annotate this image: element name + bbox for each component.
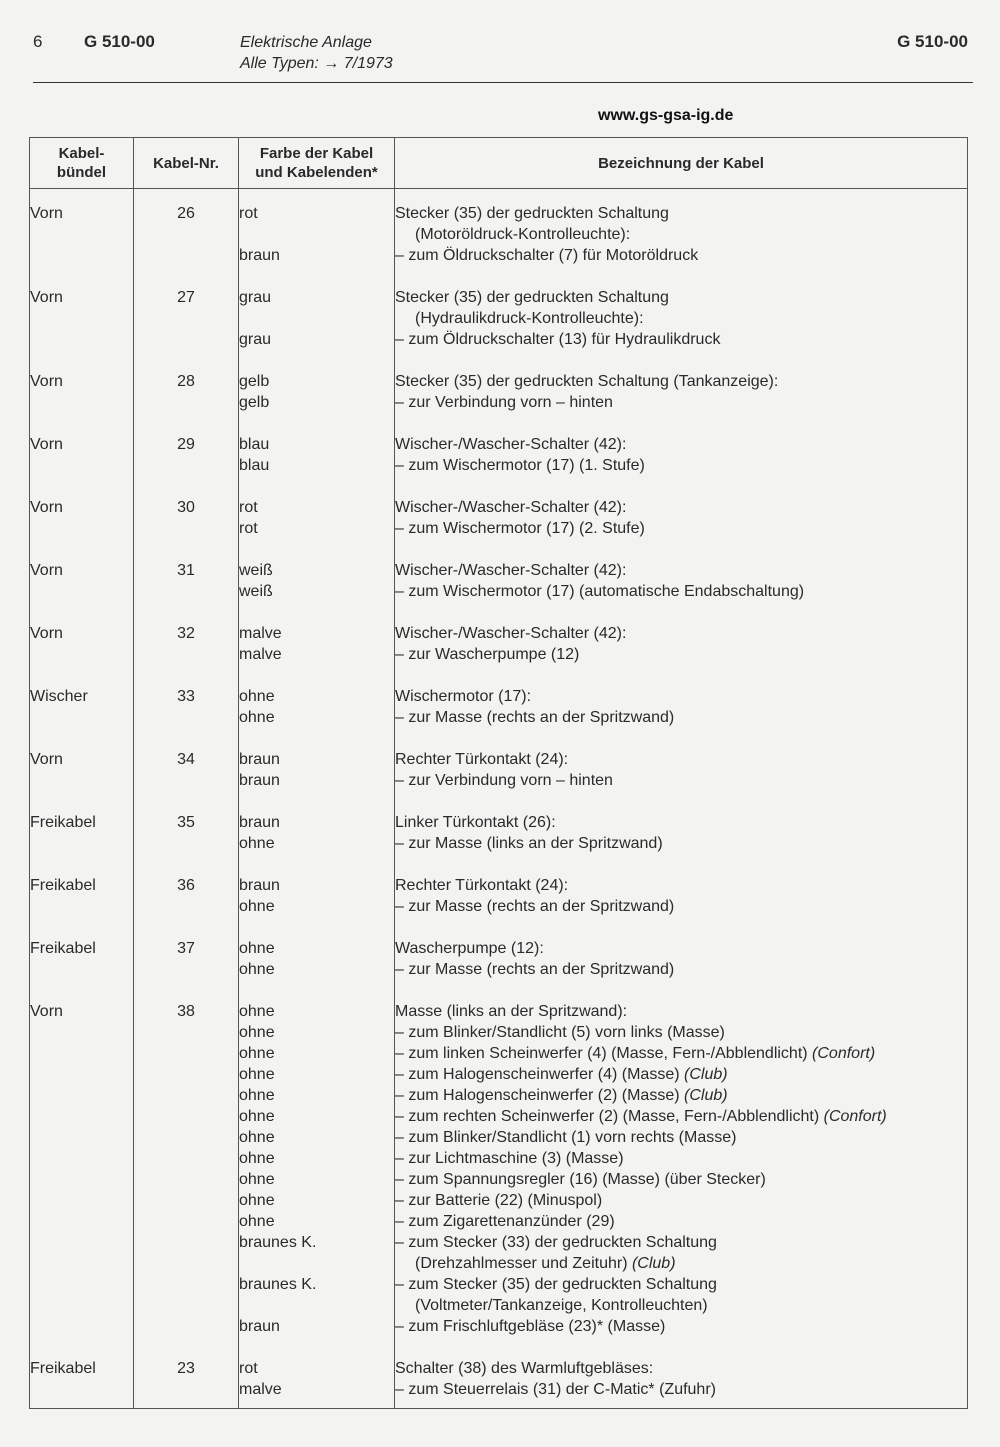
section-line-2: Alle Typen: → 7/1973 (240, 55, 393, 72)
description-line: – zur Masse (links an der Spritzwand) (395, 835, 663, 852)
description-line: Wischermotor (17): (395, 688, 532, 705)
cable-number: 35 (177, 814, 195, 831)
table-row (30, 938, 968, 1001)
cable-table (29, 137, 968, 1409)
description-line: – zum Spannungsregler (16) (Masse) (über Stecker) (395, 1171, 766, 1188)
cell-kabelbuendel (30, 623, 134, 686)
cell-farbe (239, 623, 395, 686)
cell-kabel-nr (134, 497, 239, 560)
cell-bezeichnung (395, 812, 968, 875)
cell-kabel-nr (134, 875, 239, 938)
cable-number: 23 (177, 1360, 195, 1377)
cell-bezeichnung (395, 623, 968, 686)
description-line: (Hydraulikdruck-Kontrolleuchte): (415, 310, 644, 327)
cell-kabelbuendel (30, 749, 134, 812)
description-line: Stecker (35) der gedruckten Schaltung (395, 205, 669, 222)
cell-kabelbuendel (30, 560, 134, 623)
bundle-text: Wischer (30, 688, 88, 705)
color-value: ohne (239, 709, 275, 726)
cell-bezeichnung (395, 938, 968, 1001)
description-line: – zum Stecker (35) der gedruckten Schaltung (395, 1276, 717, 1293)
description-line: – zur Masse (rechts an der Spritzwand) (395, 961, 675, 978)
table-row (30, 812, 968, 875)
cell-kabel-nr (134, 560, 239, 623)
description-line: – zum Zigarettenanzünder (29) (395, 1213, 615, 1230)
table-row (30, 686, 968, 749)
color-value: rot (239, 520, 258, 537)
table-header-row (30, 138, 968, 189)
description-line: – zum Halogenscheinwerfer (4) (Masse) (Club) (395, 1066, 728, 1083)
bundle-text: Vorn (30, 562, 63, 579)
cell-kabelbuendel (30, 287, 134, 371)
description-line: Wascherpumpe (12): (395, 940, 544, 957)
cell-kabelbuendel (30, 875, 134, 938)
bundle-text: Vorn (30, 373, 63, 390)
color-value: blau (239, 436, 270, 453)
description-line: Wischer-/Wascher-Schalter (42): (395, 436, 627, 453)
bundle-text: Vorn (30, 625, 63, 642)
color-value: ohne (239, 1087, 275, 1104)
color-value: ohne (239, 1213, 275, 1230)
description-line: – zur Masse (rechts an der Spritzwand) (395, 898, 675, 915)
color-value: braunes K. (239, 1276, 317, 1293)
cell-bezeichnung (395, 497, 968, 560)
cell-bezeichnung (395, 875, 968, 938)
description-line: – zum Frischluftgebläse (23)* (Masse) (395, 1318, 666, 1335)
cell-kabel-nr (134, 938, 239, 1001)
cable-number: 30 (177, 499, 195, 516)
description-line: – zum Steuerrelais (31) der C-Matic* (Zufuhr) (395, 1381, 716, 1398)
header-kabel-nr: Kabel-Nr. (134, 138, 239, 189)
cell-farbe (239, 749, 395, 812)
cell-kabel-nr (134, 1001, 239, 1358)
header-kabelbuendel: Kabel- bündel (30, 138, 134, 189)
description-line: Masse (links an der Spritzwand): (395, 1003, 628, 1020)
cell-farbe (239, 189, 395, 288)
cell-bezeichnung (395, 434, 968, 497)
table-row (30, 623, 968, 686)
cell-kabel-nr (134, 623, 239, 686)
color-value: weiß (239, 562, 273, 579)
description-line: – zum Wischermotor (17) (automatische Endabschaltung) (395, 583, 805, 600)
color-value: braun (239, 814, 280, 831)
color-value: braun (239, 247, 280, 264)
description-line: (Drehzahlmesser und Zeituhr) (Club) (415, 1255, 676, 1272)
model-variant-label: (Confort) (812, 1045, 876, 1062)
color-value: rot (239, 499, 258, 516)
document-code: G 510-00 (84, 32, 155, 51)
color-value: ohne (239, 1150, 275, 1167)
bundle-text: Vorn (30, 205, 63, 222)
bundle-text: Freikabel (30, 814, 96, 831)
cell-kabel-nr (134, 371, 239, 434)
cell-kabelbuendel (30, 371, 134, 434)
description-line: Rechter Türkontakt (24): (395, 877, 569, 894)
color-value: gelb (239, 373, 270, 390)
table-row (30, 434, 968, 497)
color-value (239, 224, 394, 245)
color-value: malve (239, 625, 282, 642)
color-value (239, 1253, 394, 1274)
color-value: grau (239, 331, 272, 348)
cell-farbe (239, 560, 395, 623)
bundle-text: Vorn (30, 436, 63, 453)
website-url: www.gs-gsa-ig.de (598, 107, 734, 124)
description-line: Stecker (35) der gedruckten Schaltung (Tankanzeige): (395, 373, 779, 390)
description-line: Linker Türkontakt (26): (395, 814, 556, 831)
description-line: – zum Öldruckschalter (7) für Motoröldruck (395, 247, 699, 264)
bundle-text: Vorn (30, 289, 63, 306)
description-line: Wischer-/Wascher-Schalter (42): (395, 499, 627, 516)
section-line-1: Elektrische Anlage (240, 34, 372, 51)
color-value: weiß (239, 583, 273, 600)
color-value: grau (239, 289, 272, 306)
color-value: ohne (239, 688, 275, 705)
color-value: ohne (239, 1003, 275, 1020)
cell-bezeichnung (395, 371, 968, 434)
description-line: – zum rechten Scheinwerfer (2) (Masse, Fern-/Abblendlicht) (Confort) (395, 1108, 887, 1125)
description-line: Rechter Türkontakt (24): (395, 751, 569, 768)
cell-kabel-nr (134, 287, 239, 371)
cell-bezeichnung (395, 1358, 968, 1409)
table-row (30, 1358, 968, 1409)
cell-farbe (239, 371, 395, 434)
color-value: ohne (239, 1108, 275, 1125)
bundle-text: Vorn (30, 499, 63, 516)
cell-farbe (239, 938, 395, 1001)
cell-kabelbuendel (30, 812, 134, 875)
description-line: Schalter (38) des Warmluftgebläses: (395, 1360, 654, 1377)
table-row (30, 371, 968, 434)
cell-farbe (239, 497, 395, 560)
cell-kabelbuendel (30, 497, 134, 560)
document-code-right: G 510-00 (897, 32, 968, 51)
cell-kabelbuendel (30, 938, 134, 1001)
section-title (240, 32, 393, 74)
description-line: Stecker (35) der gedruckten Schaltung (395, 289, 669, 306)
cell-kabelbuendel (30, 1358, 134, 1409)
description-line: Wischer-/Wascher-Schalter (42): (395, 562, 627, 579)
cell-bezeichnung (395, 686, 968, 749)
description-line: – zur Lichtmaschine (3) (Masse) (395, 1150, 624, 1167)
model-variant-label: (Club) (631, 1255, 676, 1272)
description-line: – zum Öldruckschalter (13) für Hydraulikdruck (395, 331, 721, 348)
cell-farbe (239, 812, 395, 875)
cell-kabel-nr (134, 686, 239, 749)
table-row (30, 189, 968, 288)
cell-farbe (239, 686, 395, 749)
cell-farbe (239, 287, 395, 371)
table-row (30, 875, 968, 938)
cell-kabelbuendel (30, 686, 134, 749)
color-value: braun (239, 772, 280, 789)
color-value: braun (239, 1318, 280, 1335)
bundle-text: Freikabel (30, 877, 96, 894)
description-line: (Motoröldruck-Kontrolleuchte): (415, 226, 631, 243)
color-value: ohne (239, 835, 275, 852)
color-value (239, 308, 394, 329)
header-farbe: Farbe der Kabel und Kabelenden* (239, 138, 395, 189)
color-value: malve (239, 1381, 282, 1398)
description-line: – zum Wischermotor (17) (1. Stufe) (395, 457, 645, 474)
header-bezeichnung: Bezeichnung der Kabel (395, 138, 968, 189)
description-line: – zum linken Scheinwerfer (4) (Masse, Fern-/Abblendlicht) (Confort) (395, 1045, 876, 1062)
color-value: blau (239, 457, 270, 474)
description-line: – zur Verbindung vorn – hinten (395, 772, 613, 789)
cell-farbe (239, 434, 395, 497)
cell-bezeichnung (395, 560, 968, 623)
color-value: braunes K. (239, 1234, 317, 1251)
color-value: ohne (239, 1192, 275, 1209)
cell-kabelbuendel (30, 1001, 134, 1358)
cable-number: 26 (177, 205, 195, 222)
cable-number: 38 (177, 1003, 195, 1020)
cable-number: 31 (177, 562, 195, 579)
description-line: (Voltmeter/Tankanzeige, Kontrolleuchten) (415, 1297, 708, 1314)
table-row (30, 287, 968, 371)
color-value: rot (239, 1360, 258, 1377)
table-row (30, 560, 968, 623)
bundle-text: Freikabel (30, 940, 96, 957)
model-variant-label: (Club) (684, 1066, 728, 1083)
color-value: ohne (239, 1024, 275, 1041)
color-value: ohne (239, 1171, 275, 1188)
description-line: – zum Stecker (33) der gedruckten Schaltung (395, 1234, 717, 1251)
cell-farbe (239, 1358, 395, 1409)
cell-kabelbuendel (30, 189, 134, 288)
color-value: ohne (239, 898, 275, 915)
cable-number: 33 (177, 688, 195, 705)
cell-kabel-nr (134, 189, 239, 288)
cell-farbe (239, 875, 395, 938)
color-value: ohne (239, 1129, 275, 1146)
table-row (30, 749, 968, 812)
table-row (30, 497, 968, 560)
cell-kabel-nr (134, 434, 239, 497)
color-value: ohne (239, 961, 275, 978)
description-line: – zur Wascherpumpe (12) (395, 646, 580, 663)
cable-number: 34 (177, 751, 195, 768)
description-line: – zur Batterie (22) (Minuspol) (395, 1192, 603, 1209)
color-value: braun (239, 751, 280, 768)
cable-number: 32 (177, 625, 195, 642)
bundle-text: Vorn (30, 751, 63, 768)
cell-kabel-nr (134, 749, 239, 812)
header-rule (33, 82, 973, 83)
cell-kabelbuendel (30, 434, 134, 497)
cable-number: 36 (177, 877, 195, 894)
color-value: gelb (239, 394, 270, 411)
cell-bezeichnung (395, 749, 968, 812)
table-body (30, 189, 968, 1409)
cell-kabel-nr (134, 1358, 239, 1409)
description-line: – zum Blinker/Standlicht (1) vorn rechts (Masse) (395, 1129, 737, 1146)
description-line: – zum Wischermotor (17) (2. Stufe) (395, 520, 645, 537)
color-value (239, 1295, 394, 1316)
page-number: 6 (33, 32, 43, 51)
cell-bezeichnung (395, 189, 968, 288)
cable-number: 37 (177, 940, 195, 957)
model-variant-label: (Club) (684, 1087, 728, 1104)
cable-number: 29 (177, 436, 195, 453)
table-row (30, 1001, 968, 1358)
model-variant-label: (Confort) (823, 1108, 887, 1125)
description-line: – zum Halogenscheinwerfer (2) (Masse) (Club) (395, 1087, 728, 1104)
description-line: – zur Masse (rechts an der Spritzwand) (395, 709, 675, 726)
cable-number: 27 (177, 289, 195, 306)
description-line: – zur Verbindung vorn – hinten (395, 394, 613, 411)
description-line: Wischer-/Wascher-Schalter (42): (395, 625, 627, 642)
cell-bezeichnung (395, 1001, 968, 1358)
color-value: braun (239, 877, 280, 894)
bundle-text: Vorn (30, 1003, 63, 1020)
color-value: malve (239, 646, 282, 663)
cell-kabel-nr (134, 812, 239, 875)
cell-farbe (239, 1001, 395, 1358)
bundle-text: Freikabel (30, 1360, 96, 1377)
color-value: ohne (239, 1066, 275, 1083)
color-value: ohne (239, 1045, 275, 1062)
color-value: ohne (239, 940, 275, 957)
color-value: rot (239, 205, 258, 222)
cable-number: 28 (177, 373, 195, 390)
description-line: – zum Blinker/Standlicht (5) vorn links (Masse) (395, 1024, 725, 1041)
cell-bezeichnung (395, 287, 968, 371)
